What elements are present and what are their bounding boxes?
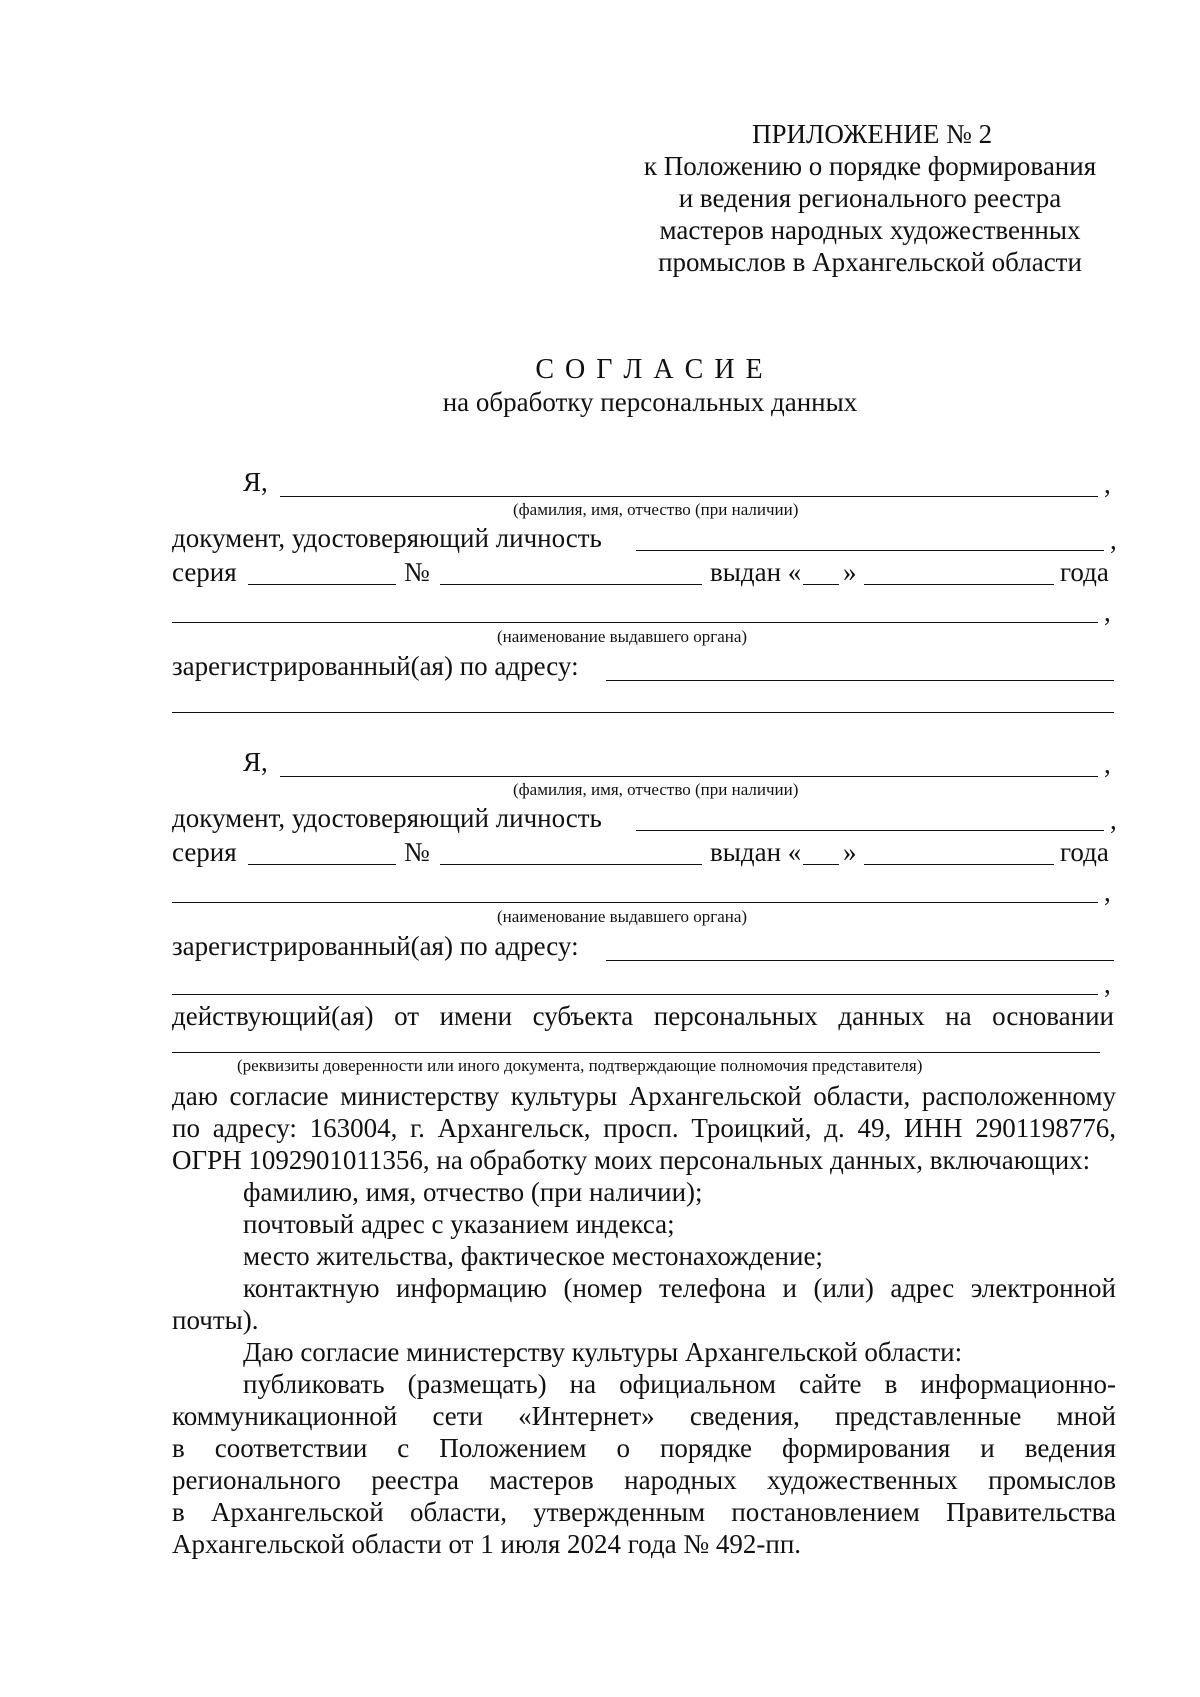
number-field-2[interactable] bbox=[440, 864, 702, 865]
year-label-1: года bbox=[1060, 557, 1109, 587]
i-label-2: Я, bbox=[243, 747, 268, 777]
address-label-1: зарегистрированный(ая) по адресу: bbox=[172, 651, 579, 681]
annex-line-2: и ведения регионального реестра bbox=[678, 183, 1062, 213]
issued-date-field-1[interactable] bbox=[864, 584, 1054, 585]
consent-paragraph bbox=[172, 1080, 1116, 1176]
publish-line: в соответствии с Положением о порядке формирования и ведения bbox=[172, 1433, 1116, 1463]
list-item: место жительства, фактическое местонахождение; bbox=[243, 1241, 823, 1271]
list-item: почтовый адрес с указанием индекса; bbox=[243, 1209, 675, 1239]
address-field-1b[interactable] bbox=[172, 712, 1114, 713]
fio-caption-1: (фамилия, имя, отчество (при наличии) bbox=[513, 500, 799, 519]
publish-line: регионального реестра мастеров народных художественных промыслов bbox=[172, 1465, 1116, 1495]
consent-line: по адресу: 163004, г. Архангельск, просп. Троицкий, д. 49, ИНН 2901198776, bbox=[172, 1113, 1116, 1143]
list-item: контактную информацию (номер телефона и (или) адрес электронной bbox=[243, 1273, 1116, 1303]
comma: , bbox=[1104, 877, 1111, 907]
doc-field-1[interactable] bbox=[636, 550, 1104, 551]
list-item: фамилию, имя, отчество (при наличии); bbox=[243, 1177, 703, 1207]
issuer-caption-1: (наименование выдавшего органа) bbox=[497, 627, 748, 646]
proxy-caption: (реквизиты доверенности или иного документа, подтверждающие полномочия представителя) bbox=[237, 1056, 923, 1075]
address-label-2: зарегистрированный(ая) по адресу: bbox=[172, 931, 579, 961]
publish-paragraph bbox=[172, 1368, 1116, 1560]
address-field-2a[interactable] bbox=[606, 960, 1114, 961]
proxy-field[interactable] bbox=[172, 1052, 1100, 1053]
number-label-1: № bbox=[404, 557, 430, 587]
year-label-2: года bbox=[1060, 837, 1109, 867]
comma: , bbox=[1110, 525, 1117, 555]
issuer-field-2[interactable] bbox=[172, 902, 1098, 903]
issued-close-1: » bbox=[843, 557, 857, 587]
issued-label-2: выдан « bbox=[710, 837, 802, 867]
publish-line: в Архангельской области, утвержденным постановлением Правительства bbox=[172, 1497, 1116, 1527]
comma: , bbox=[1110, 805, 1117, 835]
issued-day-field-1[interactable] bbox=[803, 584, 839, 585]
doc-label-2: документ, удостоверяющий личность bbox=[172, 803, 602, 833]
number-field-1[interactable] bbox=[440, 584, 702, 585]
document-title: С О Г Л А С И Е bbox=[535, 354, 765, 385]
series-label-1: серия bbox=[172, 557, 237, 587]
comma: , bbox=[1104, 597, 1111, 627]
comma: , bbox=[1104, 969, 1111, 999]
annex-line-4: промыслов в Архангельской области bbox=[658, 247, 1082, 277]
fio-caption-2: (фамилия, имя, отчество (при наличии) bbox=[513, 780, 799, 799]
acting-label: действующий(ая) от имени субъекта персональных данных на основании bbox=[172, 1001, 1114, 1031]
publish-line: коммуникационной сети «Интернет» сведения, представленные мной bbox=[172, 1401, 1116, 1431]
consent-line: ОГРН 1092901011356, на обработку моих персональных данных, включающих: bbox=[172, 1145, 1091, 1175]
series-label-2: серия bbox=[172, 837, 237, 867]
i-label-1: Я, bbox=[243, 467, 268, 497]
issued-date-field-2[interactable] bbox=[864, 864, 1054, 865]
second-consent: Даю согласие министерству культуры Архангельской области: bbox=[243, 1337, 963, 1367]
issued-day-field-2[interactable] bbox=[803, 864, 839, 865]
doc-label-1: документ, удостоверяющий личность bbox=[172, 523, 602, 553]
number-label-2: № bbox=[404, 837, 430, 867]
publish-line: Архангельской области от 1 июля 2024 года № 492-пп. bbox=[172, 1529, 802, 1559]
fio-field-2[interactable] bbox=[280, 776, 1098, 777]
annex-line-3: мастеров народных художественных bbox=[659, 215, 1081, 245]
series-field-2[interactable] bbox=[248, 864, 396, 865]
annex-title: ПРИЛОЖЕНИЕ № 2 bbox=[752, 119, 993, 149]
publish-line: публиковать (размещать) на официальном сайте в информационно- bbox=[243, 1369, 1116, 1399]
comma: , bbox=[1104, 749, 1111, 779]
issuer-caption-2: (наименование выдавшего органа) bbox=[497, 907, 748, 926]
address-field-2b[interactable] bbox=[172, 994, 1098, 995]
doc-field-2[interactable] bbox=[636, 830, 1104, 831]
issuer-field-1[interactable] bbox=[172, 622, 1098, 623]
list-item-continuation: почты). bbox=[172, 1305, 259, 1335]
document-subtitle: на обработку персональных данных bbox=[442, 387, 858, 417]
comma: , bbox=[1104, 469, 1111, 499]
fio-field-1[interactable] bbox=[280, 496, 1098, 497]
series-field-1[interactable] bbox=[248, 584, 396, 585]
consent-line: даю согласие министерству культуры Архангельской области, расположенному bbox=[172, 1081, 1116, 1111]
issued-close-2: » bbox=[843, 837, 857, 867]
address-field-1a[interactable] bbox=[606, 680, 1114, 681]
issued-label-1: выдан « bbox=[710, 557, 802, 587]
annex-line-1: к Положению о порядке формирования bbox=[643, 151, 1097, 181]
